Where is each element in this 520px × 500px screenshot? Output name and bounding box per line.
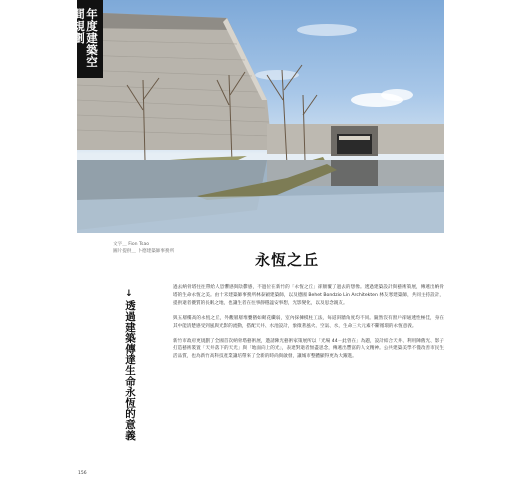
arrow-down-icon: ↓ bbox=[125, 289, 133, 299]
hero-photo-illustration bbox=[72, 0, 444, 233]
article-body bbox=[173, 284, 444, 368]
subtitle-text: 透過建築傳達生命永恆的意義 bbox=[124, 300, 136, 441]
section-tab bbox=[72, 0, 103, 78]
author-credit: 文字＿ Fion Tsao bbox=[113, 242, 150, 247]
page-number: 156 bbox=[78, 471, 87, 476]
photo-credit: 圖片提供＿ 卜德建築師事務所 bbox=[113, 249, 175, 254]
section-label: 年度建築空間規劃 bbox=[72, 8, 99, 68]
body-paragraph: 過去納骨塔往往帶給人恐懼感與陰鬱感，不過位在新竹的「永恆之丘」卻顛覆了過去的想像。透過建築設計與藝術策展，傳遞出納骨塔的生命永恆之美。由十禾建築師事務所林泰穎建築師，以及德國 Behet Bondzio Lin Architekten 林友寒建築師，共同主持設計，提供逝者優質的長眠之地，也讓生者在往事靜穩謐安事想，光影變化，以及思念親友。 bbox=[173, 285, 444, 306]
body-paragraph: 新竹市政府更規劃了全國首次納骨塔藝術展，邀請陳光藝術家策展所以「光場 44－此曾在」為題，設計結合天井、利用陳舊光、影子打造藝術裝置「天井落下的天光」與「地面向上的光」，表達對逝者無盡思念，傳遞出豐富的人文精神。公共建築美學不僅改善市民生活品質，也為新竹高科技產業讓培帶來了全新的時尚與啟發，讓城市整體顯得更為大躍進。 bbox=[173, 338, 444, 360]
article-title: 永恆之丘 bbox=[255, 251, 320, 269]
body-paragraph: 與五層樓高的永恆之丘，外觀層層堆疊猶如砌花纖弱，室內採揀模柱工法，每道斜牆角度均不同。隨然沒有窗戶卻通透性極佳，身在其中能清楚感受到風與光影的流動，搭配天井、水池設計，象徵著風火、空氣、水，生命三大元素不斷循環的永恆意義。 bbox=[173, 315, 444, 329]
vertical-subtitle bbox=[124, 289, 136, 440]
hero-photo bbox=[72, 0, 444, 233]
credits bbox=[113, 241, 174, 255]
